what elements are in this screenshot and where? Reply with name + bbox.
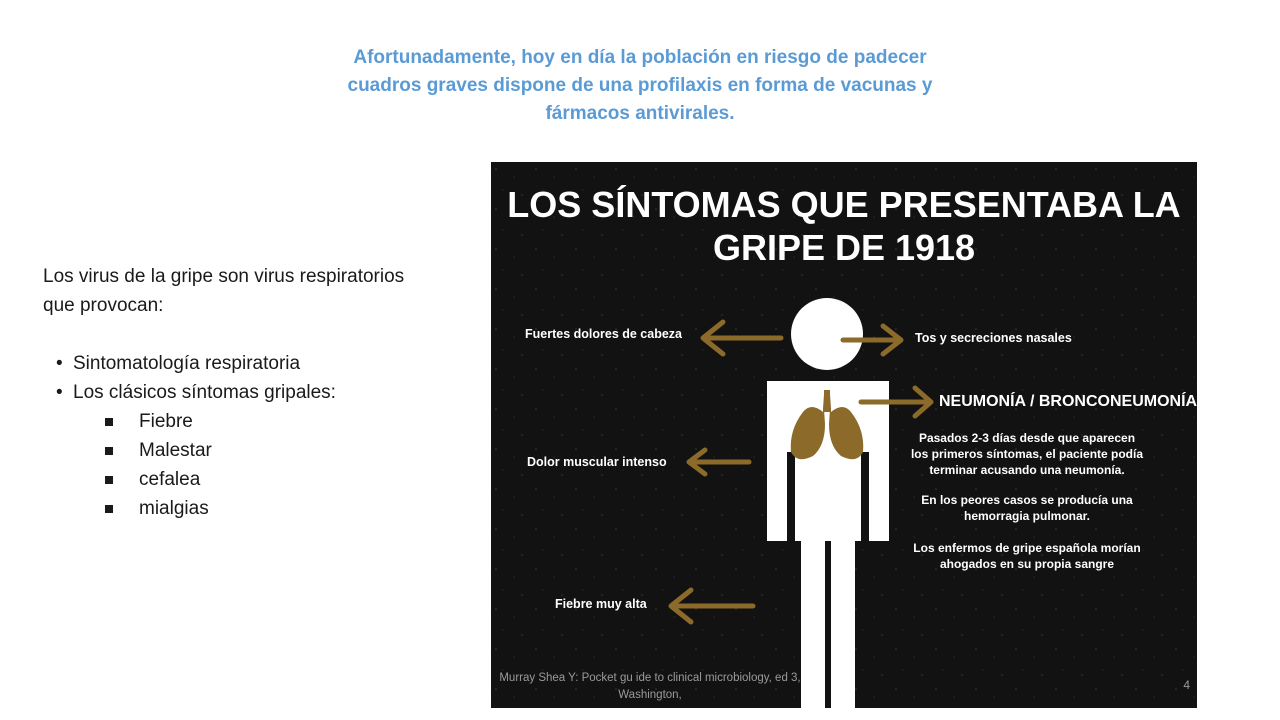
label-headache: Fuertes dolores de cabeza: [525, 327, 683, 341]
desc-line: terminar acusando una neumonía.: [929, 463, 1125, 477]
arm-gap-right: [861, 452, 869, 547]
desc-line: Pasados 2-3 días desde que aparecen: [918, 431, 1136, 445]
citation-footer: [440, 670, 860, 704]
slide-title: Afortunadamente, hoy en día la población en riesgo de padecer cuadros graves dispone de una profilaxis en forma de vacunas y fármacos antivirales.: [347, 47, 933, 124]
infographic-heading-line-1: LOS SÍNTOMAS QUE PRESENTABA LA: [507, 184, 1181, 225]
label-muscle-pain: Dolor muscular intenso: [527, 455, 667, 469]
body-text: [43, 262, 483, 523]
bullet-item: • Sintomatología respiratoria: [43, 349, 483, 378]
spacer: [43, 320, 483, 349]
bullet-item: • Los clásicos síntomas gripales:: [43, 378, 483, 407]
sub-bullet-item: Malestar: [139, 436, 483, 465]
intro-line-1: Los virus de la gripe son virus respiratorios: [43, 266, 405, 287]
infographic-heading-line-2: GRIPE DE 1918: [712, 227, 976, 268]
sub-bullet-list: [43, 407, 483, 523]
desc-line: En los peores casos se producía una: [921, 493, 1133, 507]
citation-line-1: Murray Shea Y: Pocket gu ide to clinical microbiology, ed 3,: [499, 672, 801, 684]
desc-line: Los enfermos de gripe española morían: [913, 541, 1141, 555]
label-cough: Tos y secreciones nasales: [915, 331, 1072, 345]
arm-gap-left: [787, 452, 795, 547]
desc-line: ahogados en su propia sangre: [939, 557, 1115, 571]
symptoms-infographic: [491, 162, 1197, 708]
sub-bullet-item: Fiebre: [139, 407, 483, 436]
page-number: 4: [1183, 678, 1190, 692]
citation-line-2: Washington,: [618, 689, 682, 701]
desc-line: los primeros síntomas, el paciente podía: [910, 447, 1144, 461]
infographic-canvas: [491, 162, 1197, 708]
sub-bullet-item: cefalea: [139, 465, 483, 494]
bullet-list: [43, 349, 483, 407]
desc-line: hemorragia pulmonar.: [963, 509, 1091, 523]
intro-line-2: que provocan:: [43, 295, 164, 316]
label-fever: Fiebre muy alta: [555, 597, 647, 611]
label-pneumonia: NEUMONÍA / BRONCONEUMONÍA: [939, 393, 1197, 410]
pneumonia-description: [911, 431, 1143, 571]
sub-bullet-item: mialgias: [139, 494, 483, 523]
